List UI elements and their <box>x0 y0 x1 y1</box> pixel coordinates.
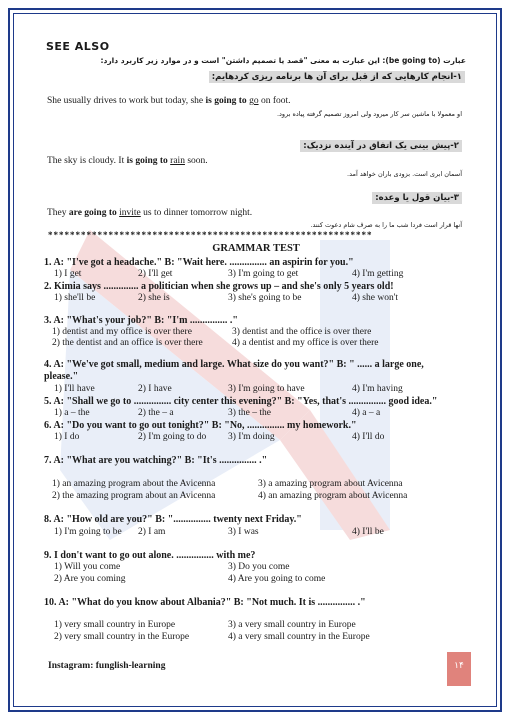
page-number: ۱۴ <box>454 661 464 671</box>
q10-option-2: 2) very small country in the Europe <box>54 632 190 642</box>
q10-option-3: 3) a very small country in Europe <box>228 620 356 630</box>
see-also-heading: SEE ALSO <box>46 40 110 53</box>
grammar-test-title: GRAMMAR TEST <box>212 243 300 254</box>
q8-option-2: 2) I am <box>138 527 166 537</box>
question-4-continued: please." <box>44 371 79 382</box>
q9-option-2: 2) Are you coming <box>54 574 126 584</box>
q6-option-1: 1) I do <box>54 432 80 442</box>
q6-option-2: 2) I'm going to do <box>138 432 207 442</box>
q8-option-4: 4) I'll be <box>352 527 384 537</box>
q9-option-3: 3) Do you come <box>228 562 290 572</box>
q3-option-2: 2) the dentist and an office is over there <box>52 338 203 348</box>
q4-option-3: 3) I'm going to have <box>228 384 305 394</box>
q3-option-1: 1) dentist and my office is over there <box>52 327 192 337</box>
question-1: 1. A: "I've got a headache." B: "Wait here. ............... an aspirin for you." <box>44 257 354 268</box>
point-3-heading: ۳-بیان قول یا وعده: <box>372 193 462 203</box>
question-4: 4. A: "We've got small, medium and large. What size do you want?" B: " ...... a large one, <box>44 359 424 370</box>
q10-option-1: 1) very small country in Europe <box>54 620 176 630</box>
point-3-translation: آنها قرار است فردا شب ما را به صرف شام دعوت کنند. <box>310 221 462 229</box>
q5-option-1: 1) a – the <box>54 408 90 418</box>
q1-option-1: 1) I get <box>54 269 82 279</box>
q10-option-4: 4) a very small country in the Europe <box>228 632 370 642</box>
q8-option-1: 1) I'm going to be <box>54 527 122 537</box>
point-3-example: They are going to invite us to dinner tomorrow night. <box>47 208 253 218</box>
q3-option-4: 4) a dentist and my office is over there <box>232 338 379 348</box>
q9-option-4: 4) Are you going to come <box>228 574 326 584</box>
q1-option-4: 4) I'm getting <box>352 269 404 279</box>
q8-option-3: 3) I was <box>228 527 259 537</box>
q6-option-4: 4) I'll do <box>352 432 385 442</box>
q4-option-2: 2) I have <box>138 384 172 394</box>
point-2-translation: آسمان ابری است. بزودی باران خواهد آمد. <box>347 170 462 178</box>
q7-option-1: 1) an amazing program about the Avicenna <box>52 479 216 489</box>
q7-option-2: 2) the amazing program about an Avicenna <box>52 491 216 501</box>
question-5: 5. A: "Shall we go to ............... city center this evening?" B: "Yes, that's ............... good idea." <box>44 396 438 407</box>
question-2: 2. Kimia says .............. a politician when she grows up – and she's only 5 years old! <box>44 281 394 292</box>
q4-option-1: 1) I'll have <box>54 384 95 394</box>
q1-option-2: 2) I'll get <box>138 269 173 279</box>
q6-option-3: 3) I'm doing <box>228 432 275 442</box>
q1-option-3: 3) I'm going to get <box>228 269 299 279</box>
question-6: 6. A: "Do you want to go out tonight?" B: "No, ............... my homework." <box>44 420 357 431</box>
question-10: 10. A: "What do you know about Albania?" B: "Not much. It is ............... ." <box>44 597 366 608</box>
q2-option-3: 3) she's going to be <box>228 293 302 303</box>
q2-option-2: 2) she is <box>138 293 170 303</box>
q7-option-3: 3) a amazing program about Avicenna <box>258 479 403 489</box>
question-8: 8. A: "How old are you?" B: "............... twenty next Friday." <box>44 514 302 525</box>
intro-text: عبارت (be going to): این عبارت به معنی "قصد یا تصمیم داشتن" است و در موارد زیر کاربرد دارد: <box>100 56 466 65</box>
separator-stars: *********************************************************** <box>48 230 373 240</box>
q2-option-1: 1) she'll be <box>54 293 96 303</box>
instagram-handle: Instagram: funglish-learning <box>48 661 166 671</box>
point-1-heading: ۱-انجام کارهایی که از قبل برای آن ها برنامه ریزی کردهایم: <box>209 72 465 82</box>
question-7: 7. A: "What are you watching?" B: "It's ............... ." <box>44 455 268 466</box>
point-1-translation: او معمولا با ماشین سر کار میرود ولی امروز تصمیم گرفته پیاده برود. <box>276 110 462 118</box>
q5-option-4: 4) a – a <box>352 408 381 418</box>
q9-option-1: 1) Will you come <box>54 562 121 572</box>
point-2-heading: ۲-پیش بینی یک اتفاق در آینده نزدیک: <box>300 141 462 151</box>
question-3: 3. A: "What's your job?" B: "I'm ............... ." <box>44 315 238 326</box>
q5-option-2: 2) the – a <box>138 408 174 418</box>
q5-option-3: 3) the – the <box>228 408 272 418</box>
question-9: 9. I don't want to go out alone. ............... with me? <box>44 550 256 561</box>
q3-option-3: 3) dentist and the office is over there <box>232 327 372 337</box>
intro-term: be going to <box>388 56 438 65</box>
point-1-example: She usually drives to work but today, she is going to go on foot. <box>47 96 291 106</box>
point-2-example: The sky is cloudy. It is going to rain soon. <box>47 156 208 166</box>
q2-option-4: 4) she won't <box>352 293 399 303</box>
q7-option-4: 4) an amazing program about Avicenna <box>258 491 408 501</box>
q4-option-4: 4) I'm having <box>352 384 403 394</box>
